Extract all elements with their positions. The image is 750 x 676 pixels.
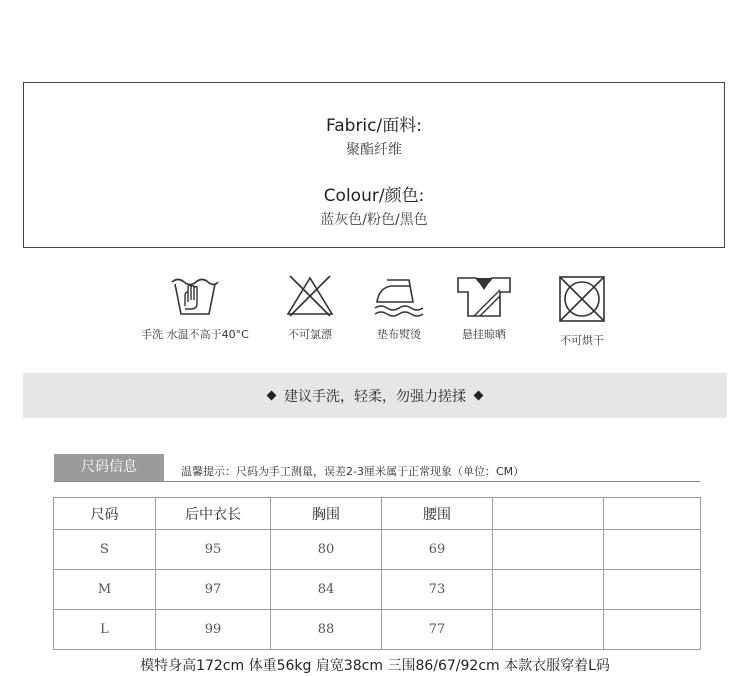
table-cell xyxy=(604,570,701,610)
table-row xyxy=(54,570,701,610)
table-cell xyxy=(493,570,604,610)
table-cell xyxy=(493,610,604,650)
table-cell: L xyxy=(54,610,156,650)
table-header-cell: 后中衣长 xyxy=(156,498,271,530)
care-item-hand-wash xyxy=(135,274,255,342)
table-cell: 88 xyxy=(271,610,382,650)
size-section-divider xyxy=(54,481,700,482)
diamond-icon xyxy=(267,391,277,401)
fabric-label: Fabric/面料: xyxy=(326,116,422,136)
table-cell: 99 xyxy=(156,610,271,650)
care-label-iron: 垫布熨烫 xyxy=(377,328,421,341)
table-cell xyxy=(604,530,701,570)
size-table xyxy=(53,497,701,650)
table-header-cell: 腰围 xyxy=(382,498,493,530)
care-label-hand-wash: 手洗 水温不高于40°C xyxy=(141,328,249,341)
hang-dry-shade-icon xyxy=(456,274,512,318)
no-tumble-dry-icon xyxy=(556,274,608,324)
table-header-row xyxy=(54,498,701,530)
diamond-icon xyxy=(474,391,484,401)
care-label-no-tumble-dry: 不可烘干 xyxy=(560,334,604,347)
wash-tip-banner xyxy=(23,373,727,418)
table-cell xyxy=(493,530,604,570)
table-cell: 95 xyxy=(156,530,271,570)
table-row xyxy=(54,530,701,570)
wash-tip-text: 建议手洗，轻柔，勿强力搓揉 xyxy=(284,388,466,405)
table-cell: 80 xyxy=(271,530,382,570)
fabric-value: 聚酯纤维 xyxy=(346,142,402,158)
table-header-cell xyxy=(604,498,701,530)
iron-with-cloth-icon xyxy=(373,274,425,318)
care-item-no-tumble-dry xyxy=(522,274,642,348)
table-cell: S xyxy=(54,530,156,570)
size-section-title: 尺码信息 xyxy=(54,454,164,481)
fabric-info-box xyxy=(23,82,725,248)
model-info-text: 模特身高172cm 体重56kg 肩宽38cm 三围86/67/92cm 本款衣服穿着L码 xyxy=(140,658,610,674)
table-cell xyxy=(604,610,701,650)
table-row xyxy=(54,610,701,650)
colour-value: 蓝灰色/粉色/黑色 xyxy=(320,212,428,228)
no-bleach-icon xyxy=(284,274,336,318)
table-cell: 69 xyxy=(382,530,493,570)
colour-label: Colour/颜色: xyxy=(323,186,425,206)
hand-wash-icon xyxy=(169,274,221,318)
table-cell: 97 xyxy=(156,570,271,610)
table-header-cell: 尺码 xyxy=(54,498,156,530)
table-cell: 73 xyxy=(382,570,493,610)
table-cell: 84 xyxy=(271,570,382,610)
size-section-note: 温馨提示：尺码为手工测量，误差2-3厘米属于正常现象（单位：CM） xyxy=(181,465,525,478)
table-cell: M xyxy=(54,570,156,610)
table-header-cell: 胸围 xyxy=(271,498,382,530)
care-label-hang-dry: 悬挂晾晒 xyxy=(462,328,506,341)
table-header-cell xyxy=(493,498,604,530)
table-cell: 77 xyxy=(382,610,493,650)
care-label-no-bleach: 不可氯漂 xyxy=(288,328,332,341)
